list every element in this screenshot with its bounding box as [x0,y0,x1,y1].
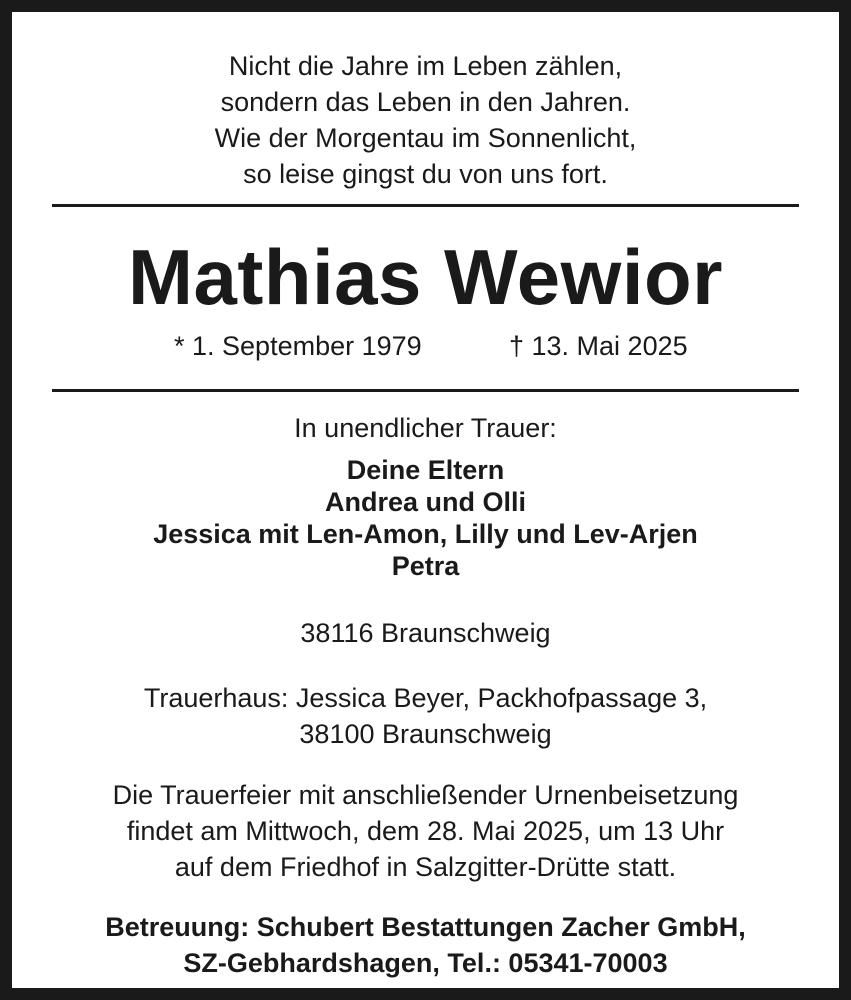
service-line: auf dem Friedhof in Salzgitter-Drütte statt. [174,852,677,882]
bottom-divider [52,389,799,392]
undertaker-info [24,909,827,981]
top-divider [52,204,799,207]
deceased-name: Mathias Wewior [127,233,723,321]
death-date: † 13. Mai 2025 [509,331,688,361]
address-line: 38100 Braunschweig [299,719,552,749]
service-line: Die Trauerfeier mit anschließender Urnenbeisetzung [112,780,739,810]
family-member: Petra [391,551,460,581]
poem-line: so leise gingst du von uns fort. [243,159,608,189]
mourning-intro: In unendlicher Trauer: [294,413,557,443]
undertaker-line: SZ-Gebhardshagen, Tel.: 05341-70003 [183,948,668,978]
funeral-service-info [24,777,827,885]
poem-line: Wie der Morgentau im Sonnenlicht, [214,123,637,153]
poem-line: Nicht die Jahre im Leben zählen, [228,51,623,81]
mourning-house-address [24,680,827,752]
undertaker-line: Betreuung: Schubert Bestattungen Zacher GmbH, [105,912,746,942]
address-line: Trauerhaus: Jessica Beyer, Packhofpassage 3, [143,683,708,713]
poem-line: sondern das Leben in den Jahren. [220,87,631,117]
family-member: Deine Eltern [346,455,505,485]
life-dates [12,326,851,366]
family-city: 38116 Braunschweig [300,618,551,648]
family-list [24,454,827,582]
birth-date: * 1. September 1979 [174,331,422,361]
family-member: Jessica mit Len-Amon, Lilly und Lev-Arjen [153,519,698,549]
service-line: findet am Mittwoch, dem 28. Mai 2025, um 13 Uhr [126,816,725,846]
poem [24,48,827,192]
family-member: Andrea und Olli [324,487,526,517]
